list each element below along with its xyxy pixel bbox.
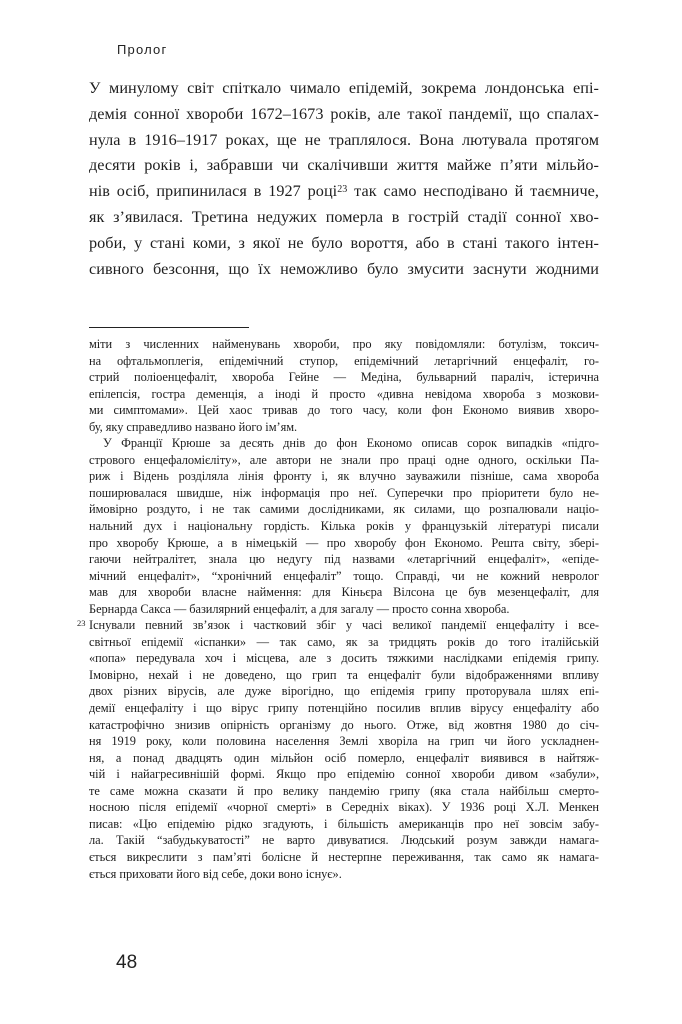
note-line: міти з численних найменувань хвороби, про яку повідомляли: ботулізм, токсич- (89, 337, 599, 351)
note-line: мічний енцефаліт», “хронічний енцефаліт” тощо. Справді, чи не кожний невролог (89, 568, 599, 583)
note-line: писав: «Цю епідемію рідко згадують, і більшість американців про неї зовсім забу- (89, 816, 599, 831)
body-line: сивного безсоння, що їх неможливо було змусити заснути жодними (89, 259, 599, 278)
footnote-number: 23 (77, 618, 86, 629)
body-line: У минулому світ спіткало чимало епідемій, зокрема лондонська епі- (89, 79, 599, 97)
note-line: ла. Такій “забудькуватості” не варто дивуватися. Людський розум завжди намага- (89, 833, 599, 848)
note-line (77, 617, 599, 634)
note-line: поширювалася швидше, ніж інформація про неї. Суперечки про пріоритети було не- (89, 485, 599, 500)
footnotes (77, 336, 599, 882)
note-line: носною після епідемії «чорної смерті» в Середніх віках). У 1936 році Х.Л. Менкен (89, 800, 599, 815)
note-line: стрового енцефаломієліту», але автори не знали про праці одне одного, оскільки Па- (89, 452, 599, 467)
note-line: мав для хвороби власне наймення: для Кіньєра Вілсона це був мезенцефаліт, для (89, 585, 599, 600)
note-line: Імовірно, нехай і не доведено, що грип та енцефаліт були відображеннями впливу (89, 667, 599, 682)
note-line: риж і Відень розділяла лінія фронту і, як влучно зауважили пізніше, сама хвороба (89, 469, 599, 484)
note-line: катастрофічно знизив опірність організму до нього. Отже, від жовтня 1980 до січ- (89, 717, 599, 732)
note-line: нальний дух і національну гордість. Кілька років у французькій літературі писали (89, 519, 599, 534)
note-line: бу, яку справедливо названо його ім’ям. (89, 419, 298, 434)
body-line: нула в 1916–1917 роках, ще не траплялося. Вона лютувала протягом (89, 130, 599, 149)
body-line: демія сонної хвороби 1672–1673 років, але такої пандемії, що спалах- (89, 104, 599, 123)
note-line: про хворобу Крюше, а в німецькій — про хворобу фон Економо. Решта світу, збері- (89, 535, 599, 550)
body-line-part: так само несподівано й таємниче, (354, 182, 599, 201)
main-text (89, 76, 599, 282)
note-line: стрий поліоенцефаліт, хвороба Гейне — Медіна, бульварний параліч, істерична (89, 370, 599, 385)
note-line: світньої епідемії «іспанки» — так само, як за тридцять років до того італійській (89, 634, 599, 649)
page-number: 48 (116, 952, 138, 973)
note-line: епілепсія, гостра деменція, а іноді й просто «дивна невідома хвороба з мозкови- (89, 386, 599, 401)
note-line: ється приховати його від себе, доки воно існує». (89, 866, 342, 881)
running-title: Пролог (117, 42, 168, 57)
note-line: ня, а понад двадцять один мільйон осіб померло, енцефаліт виявився в найтяж- (89, 750, 599, 765)
note-line: те саме можна сказати й про велику пандемію грипу (яка стала найбільш смерто- (89, 783, 599, 798)
footnote-divider (89, 327, 249, 328)
body-line: десяти років і, забравши чи скалічивши життя майже п’яти мільйо- (89, 156, 599, 175)
note-line: двох різних вірусів, але дуже вірогідно, що епідемія грипу проторувала шлях епі- (89, 684, 599, 699)
note-line: ймовірно роздуто, і не так самими дослідниками, як силами, що розпалювали націо- (89, 502, 599, 517)
note-line: демії енцефаліту і що вірус грипу потенційно посилив вплив вірусу енцефаліту або (89, 701, 599, 716)
note-line: «попа» передувала хоч і місцева, але з досить тяжкими наслідками епідемія грипу. (89, 651, 599, 666)
footnote-ref: 23 (337, 184, 348, 196)
note-line: ми симптомами». Цей хаос тривав до того часу, коли фон Економо виявив хворо- (89, 403, 599, 418)
note-line: чій і найагресивнішій формі. Якщо про епідемію сонної хвороби дивом «забули», (89, 767, 599, 782)
body-line: роби, у стані коми, з якої не було вороття, або в стані такого інтен- (89, 233, 599, 252)
note-line: ня 1919 року, коли половина населення Землі хворіла на грип чи його ускладнен- (89, 734, 599, 749)
body-line: як з’явилася. Третина недужих померла в гострій стадії сонної хво- (89, 207, 599, 226)
note-line: на офтальмоплегія, епідемічний ступор, епідемічний летаргічний енцефаліт, го- (89, 353, 599, 368)
body-line (89, 179, 599, 205)
note-line: У Франції Крюше за десять днів до фон Економо описав сорок випадків «підго- (103, 436, 599, 451)
note-line-text: Існували певний зв’язок і частковий збіг у часі великої пандемії енцефаліту і все- (89, 618, 599, 633)
note-line: ється викреслити з пам’яті болісне й нестерпне переживання, так само як намага- (89, 849, 599, 864)
body-line-part: нів осіб, припинилася в 1927 році (89, 182, 338, 201)
note-line: Бернарда Сакса — базилярний енцефаліт, а для загалу — просто сонна хвороба. (89, 601, 510, 616)
note-line: гаючи нейтралітет, знала цю недугу під назвами «летаргічний енцефаліт», «епіде- (89, 552, 599, 567)
